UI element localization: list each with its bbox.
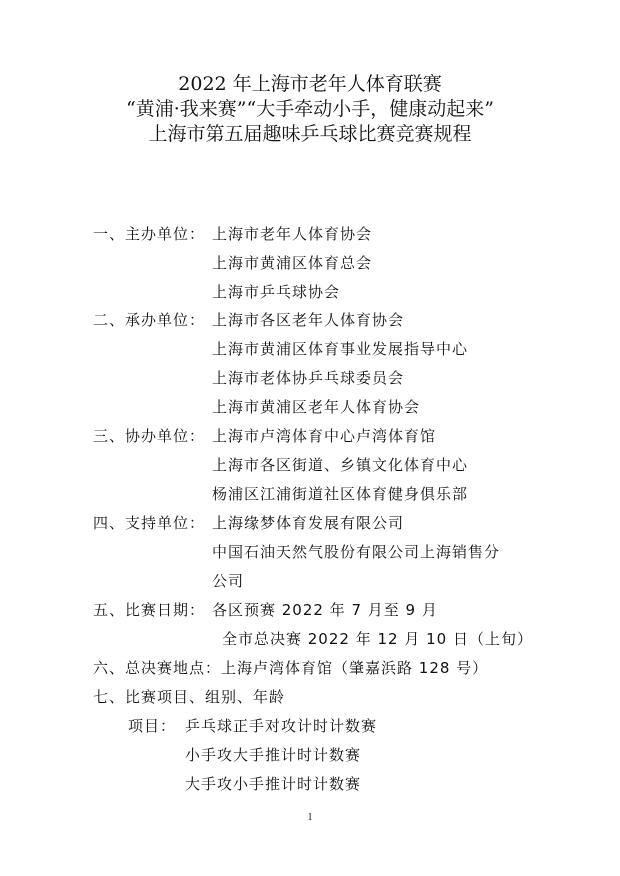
events-heading: 七、比赛项目、组别、年龄 bbox=[93, 688, 286, 706]
venue-text: 六、总决赛地点：上海卢湾体育馆（肇嘉浜路 128 号） bbox=[93, 659, 489, 677]
title-line-1: 2022 年上海市老年人体育联赛 bbox=[178, 73, 442, 95]
title-line-3: 上海市第五届趣味乒乓球比赛竞赛规程 bbox=[148, 123, 472, 145]
co-organizer-item: 上海市卢湾体育中心卢湾体育馆 bbox=[212, 427, 437, 445]
title-line-2: “黄浦·我来赛”“大手牵动小手，健康动起来” bbox=[126, 98, 494, 120]
supporter-item: 上海缘梦体育发展有限公司 bbox=[212, 514, 405, 532]
co-organizer-label: 三、协办单位： bbox=[93, 427, 206, 445]
page-number: 1 bbox=[307, 812, 313, 823]
co-organizer-item: 杨浦区江浦街道社区体育健身俱乐部 bbox=[212, 485, 469, 503]
undertaker-item: 上海市黄浦区体育事业发展指导中心 bbox=[212, 340, 469, 358]
event-item: 小手攻大手推计时计数赛 bbox=[185, 746, 362, 764]
undertaker-item: 上海市老体协乒乓球委员会 bbox=[212, 369, 405, 387]
events-items-label: 项目： bbox=[128, 717, 177, 735]
dates-label: 五、比赛日期： bbox=[93, 601, 206, 619]
supporter-item: 公司 bbox=[212, 572, 245, 590]
event-item: 乒乓球正手对攻计时计数赛 bbox=[185, 717, 378, 735]
organizer-item: 上海市老年人体育协会 bbox=[212, 225, 373, 243]
document-title bbox=[0, 72, 620, 147]
undertaker-label: 二、承办单位： bbox=[93, 311, 206, 329]
organizer-label: 一、主办单位： bbox=[93, 225, 206, 243]
final-date: 全市总决赛 2022 年 12 月 10 日（上旬） bbox=[222, 630, 533, 648]
undertaker-item: 上海市各区老年人体育协会 bbox=[212, 311, 405, 329]
supporter-label: 四、支持单位： bbox=[93, 514, 206, 532]
supporter-item: 中国石油天然气股份有限公司上海销售分 bbox=[212, 543, 501, 561]
organizer-item: 上海市乒乓球协会 bbox=[212, 283, 341, 301]
event-item: 大手攻小手推计时计数赛 bbox=[185, 775, 362, 793]
organizer-item: 上海市黄浦区体育总会 bbox=[212, 254, 373, 272]
preliminary-date: 各区预赛 2022 年 7 月至 9 月 bbox=[212, 601, 438, 619]
co-organizer-item: 上海市各区街道、乡镇文化体育中心 bbox=[212, 456, 469, 474]
undertaker-item: 上海市黄浦区老年人体育协会 bbox=[212, 398, 421, 416]
